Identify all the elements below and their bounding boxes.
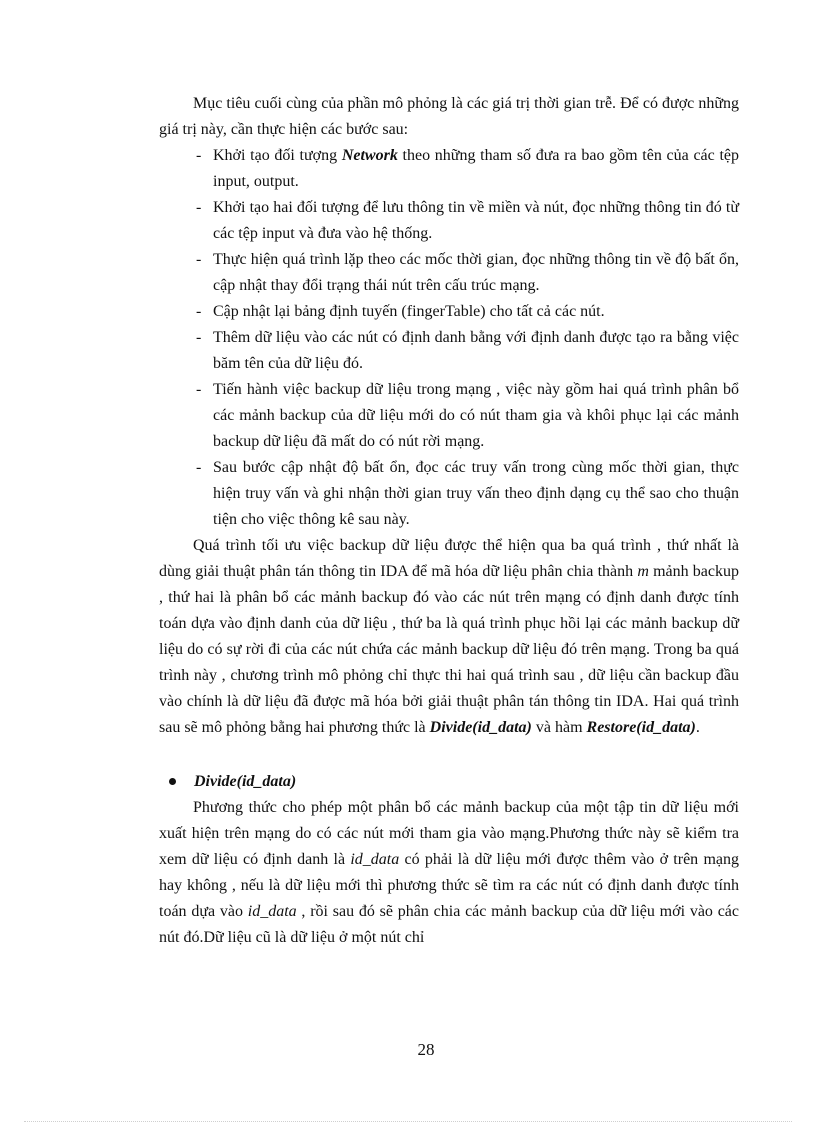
divide-heading-text: Divide(id_data) <box>194 773 297 790</box>
optimization-paragraph: Quá trình tối ưu việc backup dữ liệu được thể hiện qua ba quá trình , thứ nhất là dùng giải thuật phân tán thông tin IDA để mã hóa dữ liệu phân chia thành m mảnh backup , thứ hai là phân bổ các mảnh backup đó vào các nút trên mạng có định danh được tính toán dựa vào định danh của dữ liệu , thứ ba là quá trình phục hồi lại các mảnh backup dữ liệu do có sự rời đi của các nút chứa các mảnh backup dữ liệu đó trên mạng. Trong ba quá trình này , chương trình mô phỏng chỉ thực thi hai quá trình sau , dữ liệu cần backup đầu vào chính là dữ liệu đã được mã hóa bởi giải thuật phân tán thông tin IDA. Hai quá trình sau sẽ mô phỏng bằng hai phương thức là Divide(id_data) và hàm Restore(id_data). <box>159 537 740 736</box>
intro-paragraph: Mục tiêu cuối cùng của phần mô phỏng là các giá trị thời gian trễ. Để có được những giá trị này, cần thực hiện các bước sau: <box>159 95 739 138</box>
step-item: - Sau bước cập nhật độ bất ổn, đọc các truy vấn trong cùng mốc thời gian, thực hiện truy vấn và ghi nhận thời gian truy vấn theo định dạng cụ thể sao cho thuận tiện cho việc thông kê sau này. <box>159 455 739 533</box>
step-list <box>159 143 739 533</box>
step-item: - Khởi tạo đối tượng Network theo những tham số đưa ra bao gồm tên của các tệp input, output. <box>159 143 739 195</box>
network-term: Network <box>341 147 398 164</box>
step-item: - Cập nhật lại bảng định tuyến (fingerTable) cho tất cả các nút. <box>159 299 739 325</box>
id-data-term: id_data <box>247 903 297 920</box>
m-variable: m <box>637 563 649 580</box>
divide-method-name: Divide(id_data) <box>429 719 532 736</box>
step-item: - Tiến hành việc backup dữ liệu trong mạng , việc này gồm hai quá trình phân bổ các mảnh backup của dữ liệu mới do có nút tham gia và khôi phục lại các mảnh backup dữ liệu đã mất do có nút rời mạng. <box>159 377 739 455</box>
step-item: - Thực hiện quá trình lặp theo các mốc thời gian, đọc những thông tin về độ bất ổn, cập nhật thay đổi trạng thái nút trên cấu trúc mạng. <box>159 247 739 299</box>
step-item: - Thêm dữ liệu vào các nút có định danh bằng với định danh được tạo ra bằng việc băm tên của dữ liệu đó. <box>159 325 739 377</box>
body-text <box>159 91 739 951</box>
page-number: 28 <box>417 1040 435 1059</box>
step-item: - Khởi tạo hai đối tượng để lưu thông tin về miền và nút, đọc những thông tin đó từ các tệp input và đưa vào hệ thống. <box>159 195 739 247</box>
restore-method-name: Restore(id_data) <box>586 719 696 736</box>
page-bottom-divider <box>24 1121 792 1122</box>
id-data-term: id_data <box>350 851 400 868</box>
divide-section-heading <box>159 769 739 795</box>
divide-paragraph: Phương thức cho phép một phân bổ các mảnh backup của một tập tin dữ liệu mới xuất hiện trên mạng do có các nút mới tham gia vào mạng.Phương thức này sẽ kiểm tra xem dữ liệu có định danh là id_data có phải là dữ liệu mới được thêm vào ở trên mạng hay không , nếu là dữ liệu mới thì phương thức sẽ tìm ra các nút có định danh được tính toán dựa vào id_data , rồi sau đó sẽ phân chia các mảnh backup của dữ liệu mới vào các nút đó.Dữ liệu cũ là dữ liệu ở một nút chỉ <box>159 799 740 946</box>
bullet-icon <box>169 778 176 785</box>
